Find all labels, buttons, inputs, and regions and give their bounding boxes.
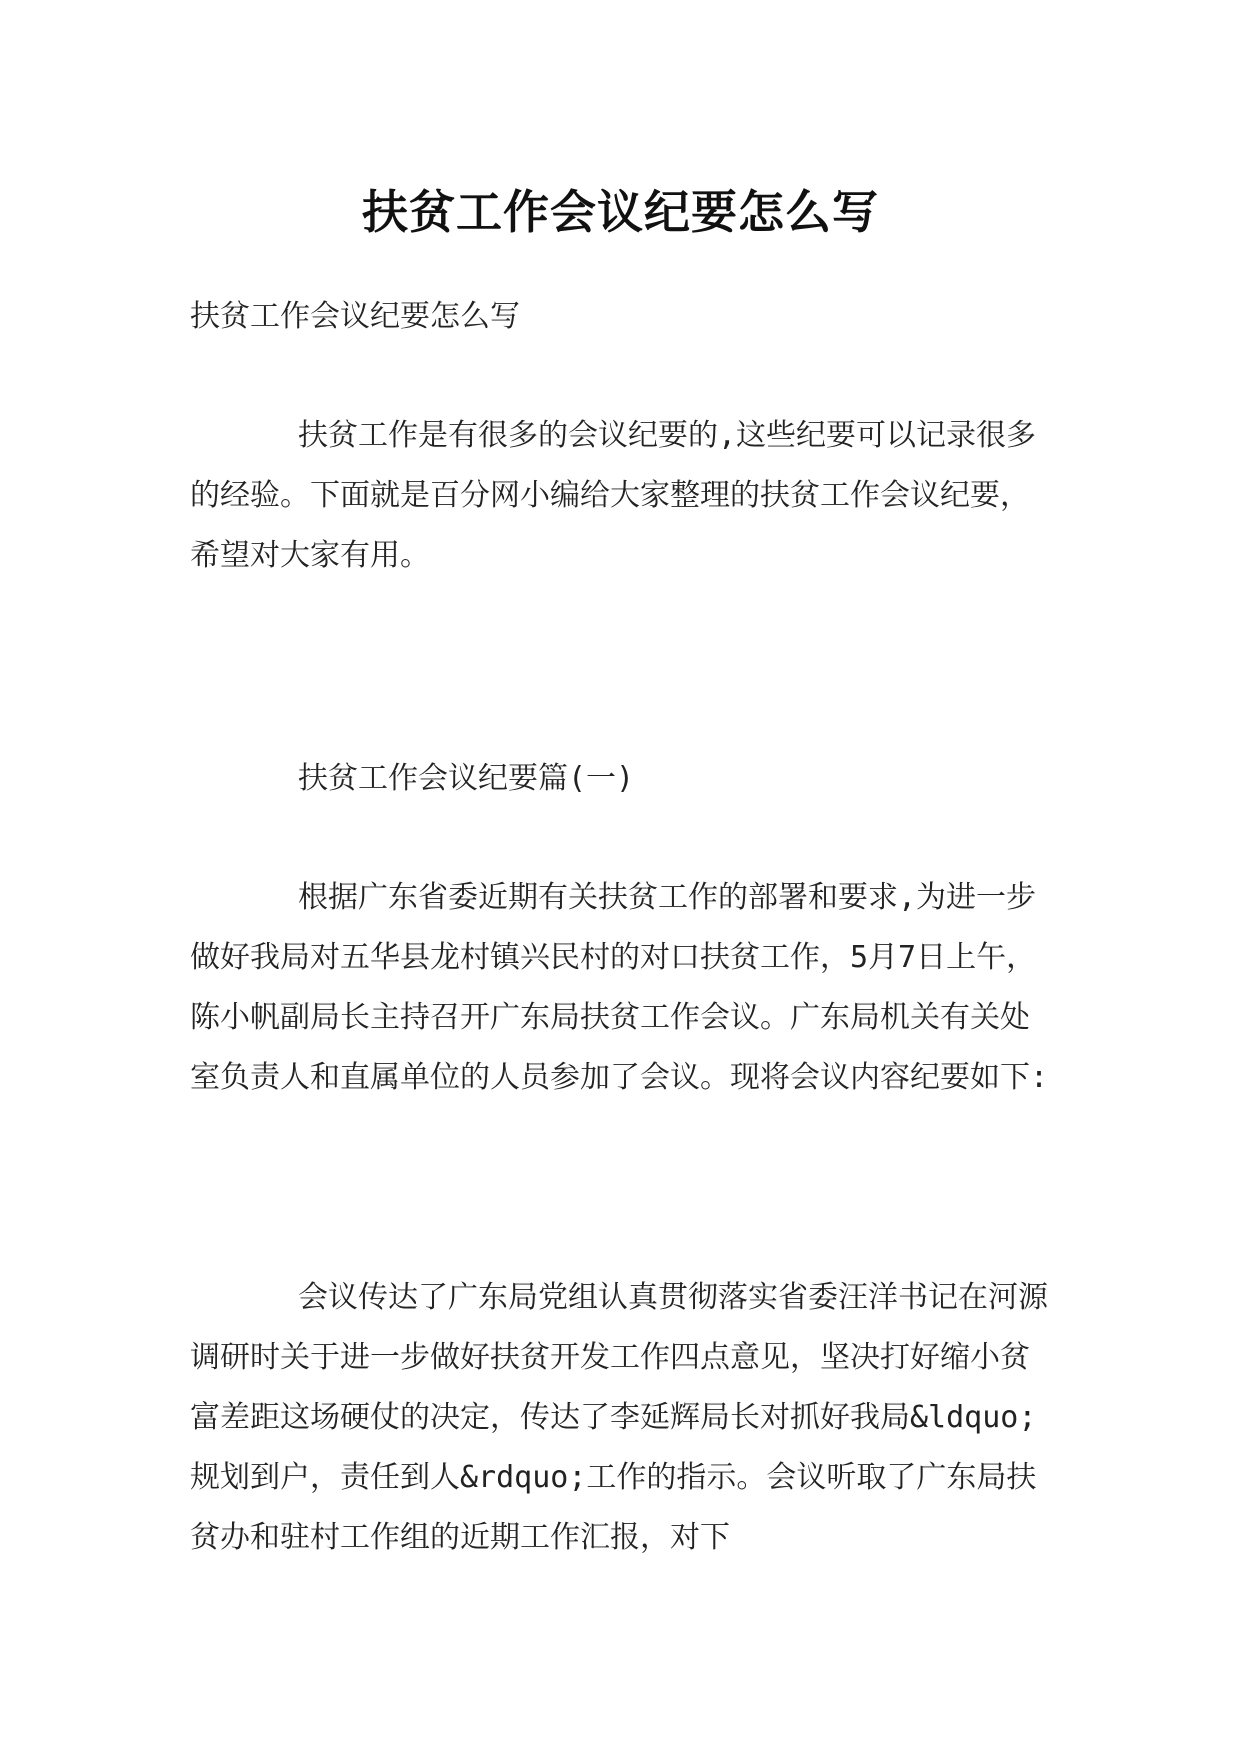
intro-paragraph: 扶贫工作是有很多的会议纪要的,这些纪要可以记录很多的经验。下面就是百分网小编给大家整理的扶贫工作会议纪要，希望对大家有用。 <box>190 418 1037 573</box>
body-paragraph-2: 会议传达了广东局党组认真贯彻落实省委汪洋书记在河源调研时关于进一步做好扶贫开发工作四点意见，坚决打好缩小贫富差距这场硬仗的决定，传达了李延辉局长对抓好我局&ldquo;规划到户，责任到人&rdquo;工作的指示。会议听取了广东局扶贫办和驻村工作组的近期工作汇报，对下 <box>190 1280 1048 1555</box>
document-title: 扶贫工作会议纪要怎么写 <box>362 184 879 239</box>
body-paragraph-1: 根据广东省委近期有关扶贫工作的部署和要求,为进一步做好我局对五华县龙村镇兴民村的对口扶贫工作，5月7日上午，陈小帆副局长主持召开广东局扶贫工作会议。广东局机关有关处室负责人和直属单位的人员参加了会议。现将会议内容纪要如下: <box>190 880 1049 1095</box>
section-heading: 扶贫工作会议纪要篇(一) <box>298 761 635 796</box>
document-subtitle: 扶贫工作会议纪要怎么写 <box>190 299 520 334</box>
